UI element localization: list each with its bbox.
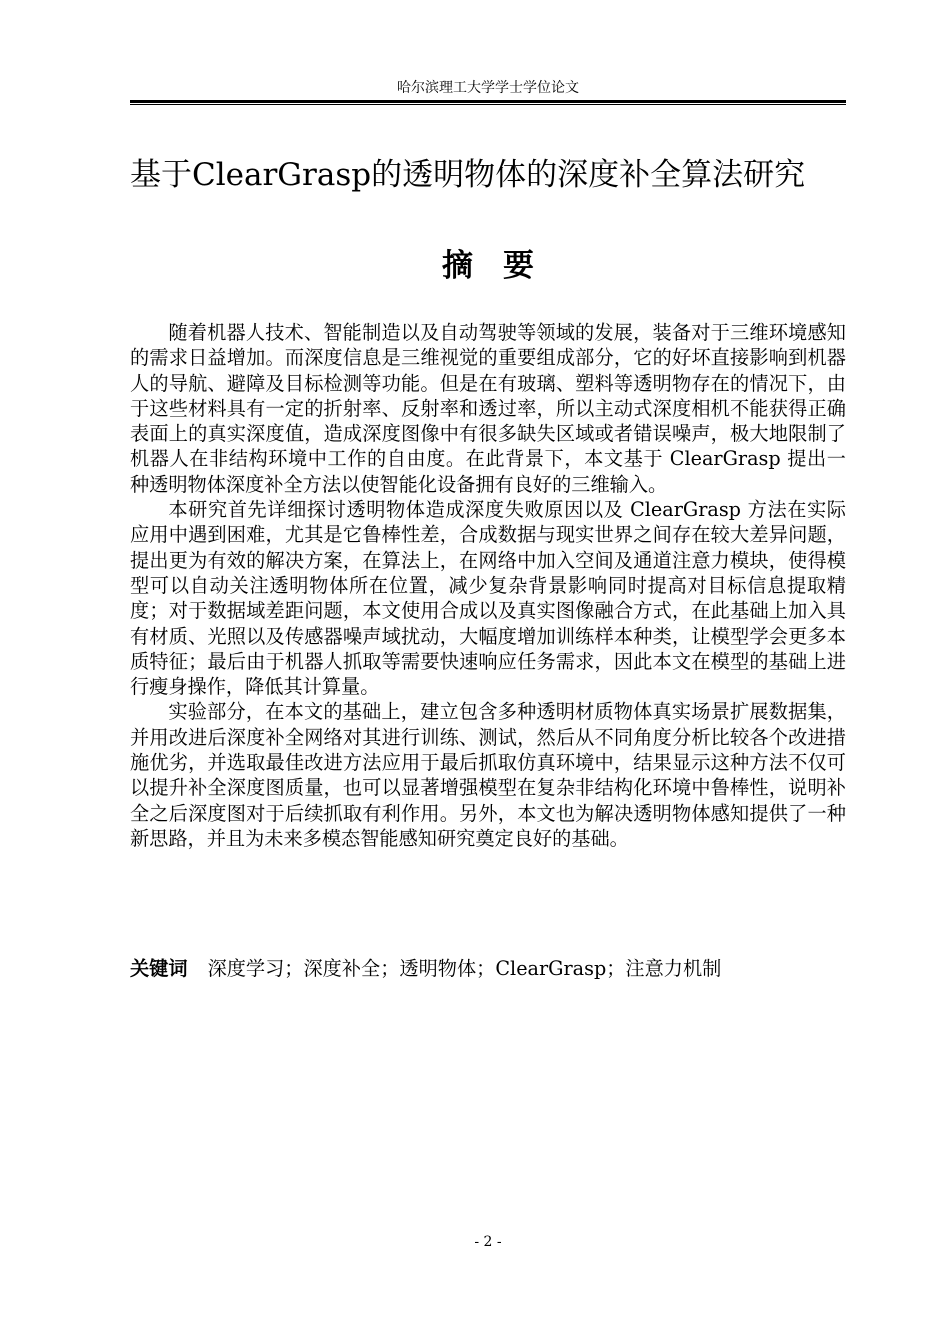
- thesis-title: 基于ClearGrasp的透明物体的深度补全算法研究: [130, 157, 806, 193]
- keywords-text: 深度学习；深度补全；透明物体；ClearGrasp；注意力机制: [207, 957, 722, 980]
- header-rule-thick: [130, 100, 846, 103]
- abstract-paragraph-2: 本研究首先详细探讨透明物体造成深度失败原因以及 ClearGrasp 方法在实际应用中遇到困难，尤其是它鲁棒性差，合成数据与现实世界之间存在较大差异问题，提出更为有效的解决方案，在算法上，在网络中加入空间及通道注意力模块，使得模型可以自动关注透明物体所在位置，减少复杂背景影响同时提高对目标信息提取精度；对于数据域差距问题，本文使用合成以及真实图像融合方式，在此基础上加入具有材质、光照以及传感器噪声域扰动，大幅度增加训练样本种类，让模型学会更多本质特征；最后由于机器人抓取等需要快速响应任务需求，因此本文在模型的基础上进行瘦身操作，降低其计算量。: [130, 498, 846, 699]
- keywords-label: 关键词: [130, 957, 188, 980]
- abstract-heading: 摘要: [442, 248, 564, 284]
- keywords-line: [130, 956, 846, 982]
- abstract-paragraph-1: 随着机器人技术、智能制造以及自动驾驶等领域的发展，装备对于三维环境感知的需求日益增加。而深度信息是三维视觉的重要组成部分，它的好坏直接影响到机器人的导航、避障及目标检测等功能。但是在有玻璃、塑料等透明物存在的情况下，由于这些材料具有一定的折射率、反射率和透过率，所以主动式深度相机不能获得正确表面上的真实深度值，造成深度图像中有很多缺失区域或者错误噪声，极大地限制了机器人在非结构环境中工作的自由度。在此背景下，本文基于 ClearGrasp 提出一种透明物体深度补全方法以使智能化设备拥有良好的三维输入。: [130, 321, 846, 496]
- abstract-body: [130, 320, 846, 851]
- page-number: - 2 -: [474, 1234, 502, 1250]
- running-header: 哈尔滨理工大学学士学位论文: [397, 80, 579, 96]
- abstract-paragraph-3: 实验部分，在本文的基础上，建立包含多种透明材质物体真实场景扩展数据集，并用改进后深度补全网络对其进行训练、测试，然后从不同角度分析比较各个改进措施优劣，并选取最佳改进方法应用于最后抓取仿真环境中，结果显示这种方法不仅可以提升补全深度图质量，也可以显著增强模型在复杂非结构化环境中鲁棒性，说明补全之后深度图对于后续抓取有利作用。另外，本文也为解决透明物体感知提供了一种新思路，并且为未来多模态智能感知研究奠定良好的基础。: [130, 700, 846, 850]
- header-rule-thin: [130, 104, 846, 105]
